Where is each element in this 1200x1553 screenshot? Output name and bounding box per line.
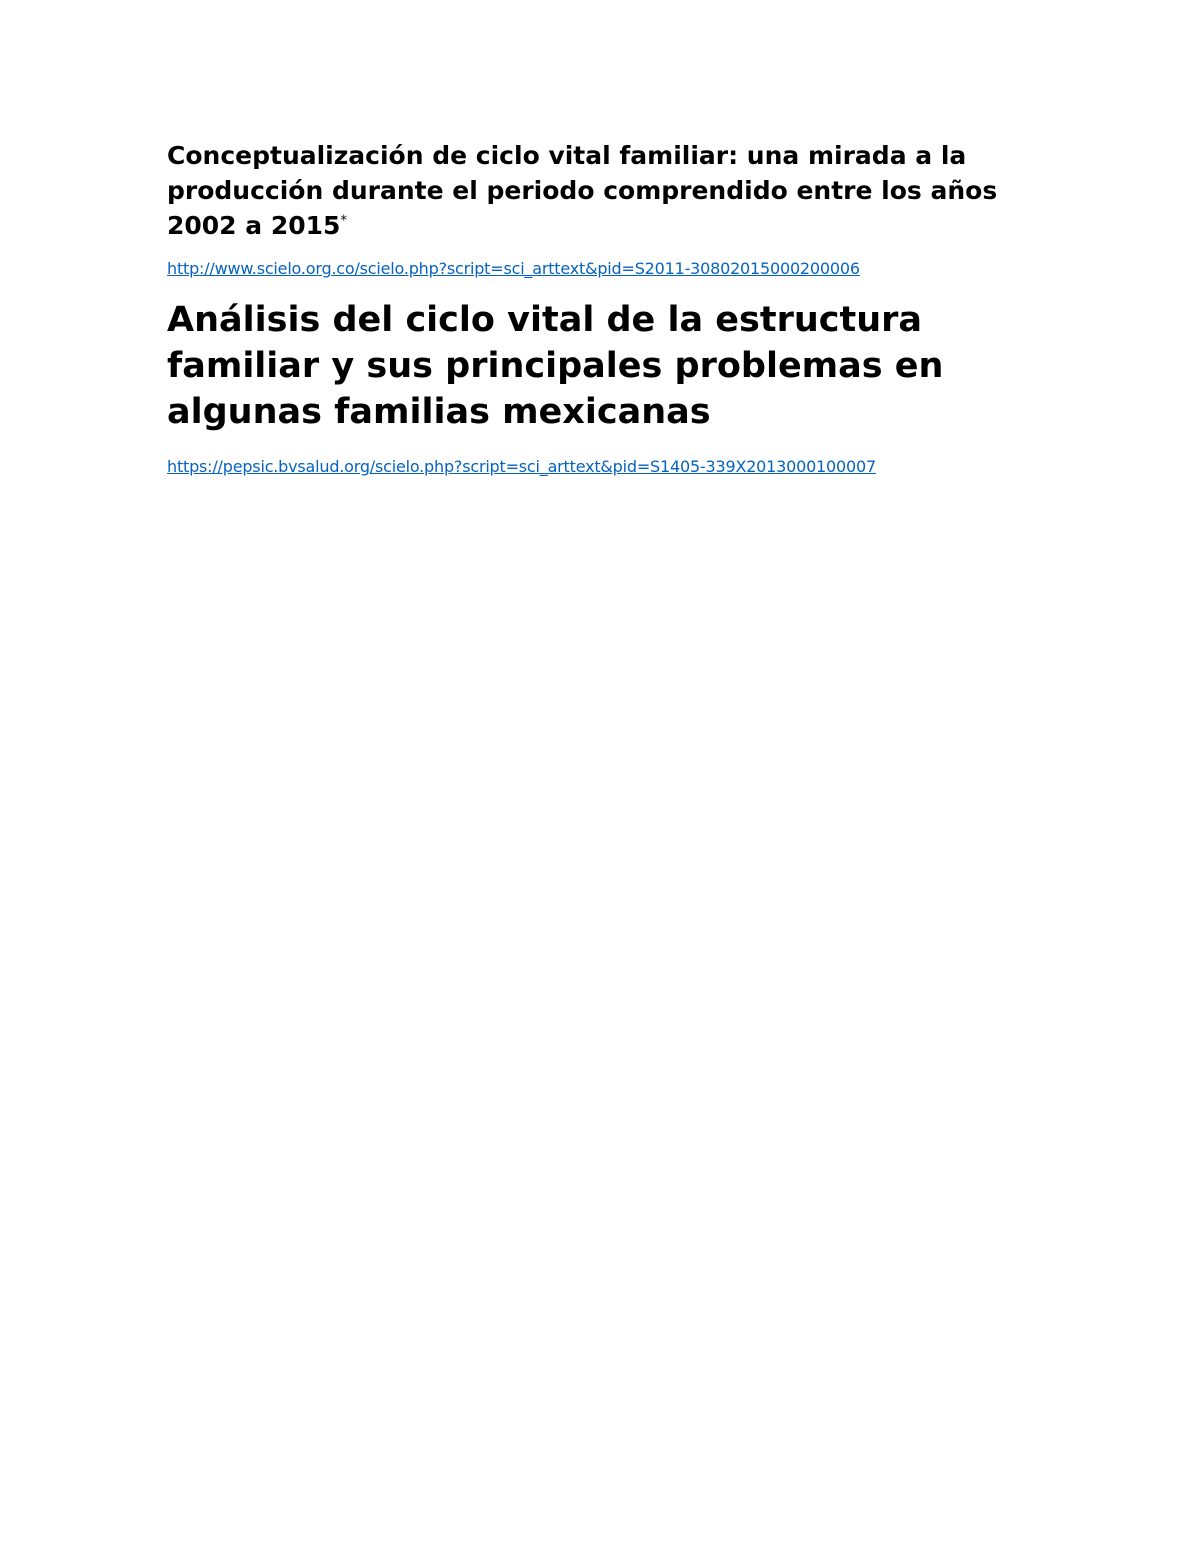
article-1-link[interactable]: http://www.scielo.org.co/scielo.php?script=sci_arttext&pid=S2011-30802015000200006 xyxy=(167,259,860,278)
article-1-title xyxy=(167,138,1047,243)
document-content xyxy=(167,138,1047,477)
article-1-title-text: Conceptualización de ciclo vital familiar: una mirada a la producción durante el periodo comprendido entre los años 2002 a 2015 xyxy=(167,141,998,240)
article-2-link[interactable]: https://pepsic.bvsalud.org/scielo.php?script=sci_arttext&pid=S1405-339X2013000100007 xyxy=(167,457,876,476)
article-2-title: Análisis del ciclo vital de la estructura familiar y sus principales problemas en algunas familias mexicanas xyxy=(167,300,944,432)
footnote-marker: * xyxy=(340,213,347,229)
